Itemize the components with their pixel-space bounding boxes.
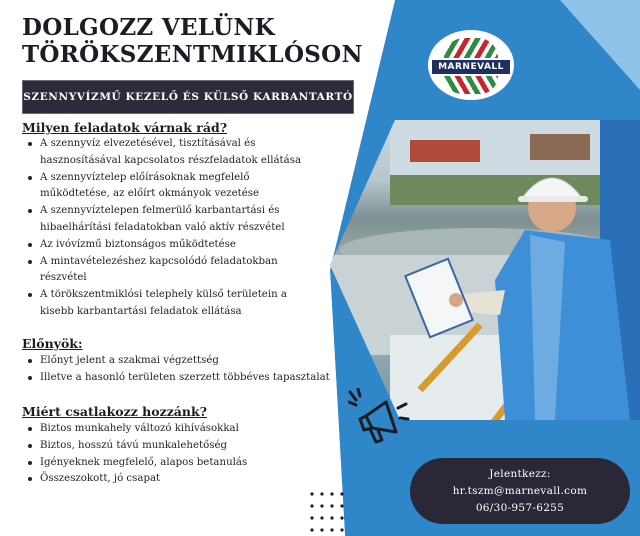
list-item: Előnyt jelent a szakmai végzettség: [22, 353, 352, 370]
list-item: A törökszentmiklósi telephely külső területein a kisebb karbantartási feladatok ellátása: [22, 287, 322, 321]
contact-box: [410, 458, 630, 524]
why-heading: Miért csatlakozz hozzánk?: [22, 404, 207, 419]
list-item: A szennyvíztelepen felmerülő karbantartási és hibaelhárítási feladatokban való aktív részvétel: [22, 203, 322, 237]
title-line-1: DOLGOZZ VELÜNK: [22, 14, 275, 41]
contact-phone[interactable]: 06/30-957-6255: [475, 502, 565, 514]
list-item: Az ivóvízmű biztonságos működtetése: [22, 237, 322, 254]
contact-email[interactable]: hr.tszm@marnevall.com: [452, 485, 588, 497]
tasks-heading: Milyen feladatok várnak rád?: [22, 120, 228, 135]
position-title: SZENNYVÍZMŰ KEZELŐ ÉS KÜLSŐ KARBANTARTÓ: [23, 91, 353, 103]
list-item: Biztos, hosszú távú munkalehetőség: [22, 438, 322, 455]
list-item: A szennyvíztelep előírásoknak megfelelő működtetése, az előírt okmányok vezetése: [22, 170, 322, 204]
list-item: A szennyvíz elvezetésével, tisztításával és hasznosításával kapcsolatos részfeladatok ellátása: [22, 136, 322, 170]
megaphone-icon: [348, 388, 410, 450]
advantages-heading: Előnyök:: [22, 336, 83, 351]
list-item: Igényeknek megfelelő, alapos betanulás: [22, 455, 322, 472]
list-item: Biztos munkahely változó kihívásokkal: [22, 421, 322, 438]
list-item: A mintavételezéshez kapcsolódó feladatokban részvétel: [22, 254, 322, 288]
contact-label: Jelentkezz:: [489, 468, 551, 480]
advantages-list: [22, 353, 352, 387]
title-line-2: TÖRÖKSZENTMIKLÓSON: [22, 41, 363, 68]
logo-text: MARNEVALL: [432, 60, 510, 74]
position-banner: [22, 80, 354, 114]
why-list: [22, 421, 322, 488]
logo-stripes-bottom: [444, 76, 498, 94]
page-title: [22, 14, 363, 68]
list-item: Összeszokott, jó csapat: [22, 471, 322, 488]
decorative-dots: [308, 490, 368, 534]
logo-stripes-top: [444, 38, 498, 58]
tasks-list: [22, 136, 322, 321]
marnevall-logo: [428, 30, 514, 100]
list-item: Illetve a hasonló területen szerzett többéves tapasztalat: [22, 370, 352, 387]
